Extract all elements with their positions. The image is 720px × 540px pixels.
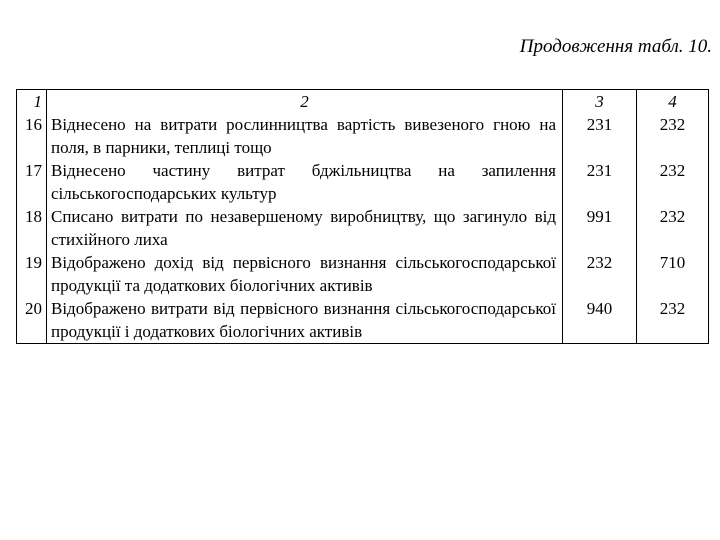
table-row	[17, 297, 709, 344]
table-row	[17, 205, 709, 251]
table-row	[17, 251, 709, 297]
row-number: 16	[17, 113, 47, 159]
row-number: 19	[17, 251, 47, 297]
table-header-row	[17, 90, 709, 114]
row-credit-account: 232	[637, 297, 709, 344]
row-description: Відображено витрати від первісного визнання сільськогосподарської продукції і додаткових біологічних активів	[47, 297, 563, 344]
row-credit-account: 710	[637, 251, 709, 297]
row-description: Відображено дохід від первісного визнання сільськогосподарської продукції та додаткових біологічних активів	[47, 251, 563, 297]
row-debit-account: 232	[563, 251, 637, 297]
table-row	[17, 159, 709, 205]
row-debit-account: 231	[563, 113, 637, 159]
row-number: 17	[17, 159, 47, 205]
header-col-3: 3	[563, 90, 637, 114]
row-credit-account: 232	[637, 159, 709, 205]
row-credit-account: 232	[637, 113, 709, 159]
table-caption: Продовження табл. 10.	[519, 36, 712, 57]
header-col-4: 4	[637, 90, 709, 114]
row-description: Віднесено на витрати рослинництва вартість вивезеного гною на поля, в парники, теплиці тощо	[47, 113, 563, 159]
row-description: Списано витрати по незавершеному виробництву, що загинуло від стихійного лиха	[47, 205, 563, 251]
accounting-entries-table	[16, 89, 709, 344]
row-description: Віднесено частину витрат бджільництва на запилення сільськогосподарських культур	[47, 159, 563, 205]
table-row	[17, 113, 709, 159]
row-credit-account: 232	[637, 205, 709, 251]
row-debit-account: 991	[563, 205, 637, 251]
row-number: 18	[17, 205, 47, 251]
header-col-2: 2	[47, 90, 563, 114]
header-col-1: 1	[17, 90, 47, 114]
row-debit-account: 231	[563, 159, 637, 205]
row-debit-account: 940	[563, 297, 637, 344]
row-number: 20	[17, 297, 47, 344]
